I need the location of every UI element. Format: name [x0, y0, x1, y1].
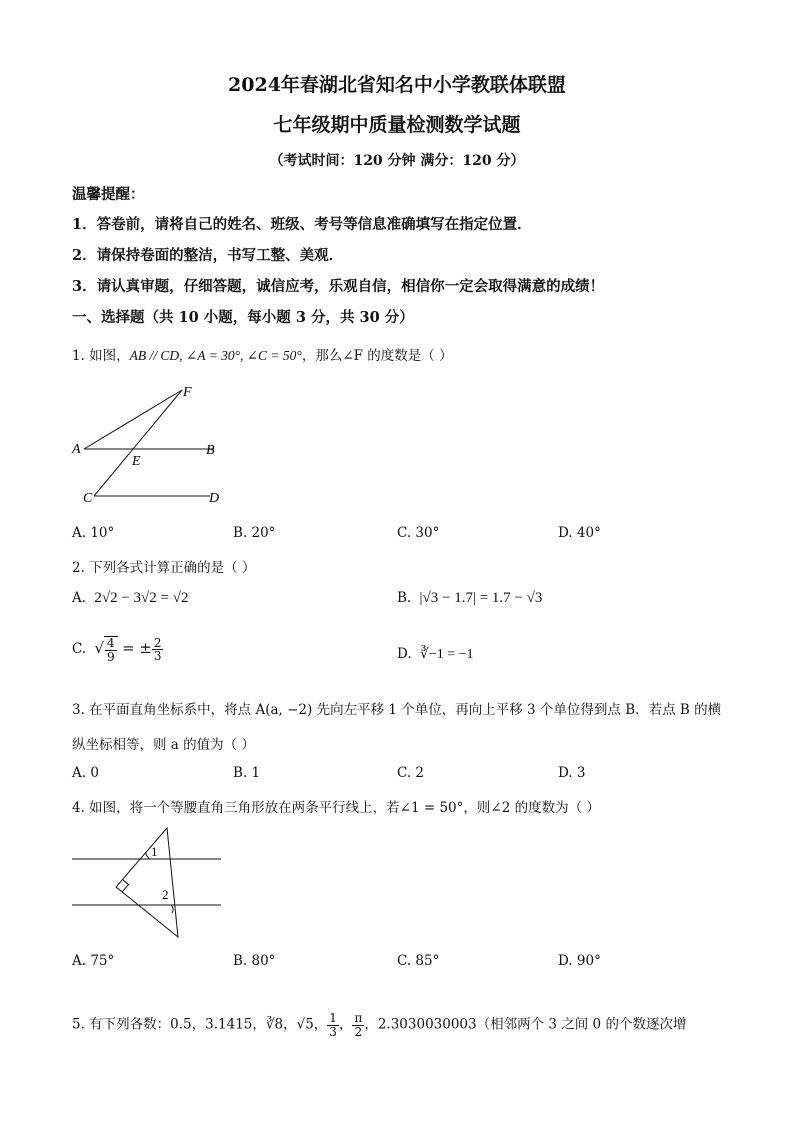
question-3-option-a[interactable]: A. 0	[72, 765, 99, 781]
option-b-expression: |√3 − 1.7| = 1.7 − √3	[419, 590, 543, 606]
question-2-option-d[interactable]	[397, 646, 474, 663]
cbrt-8: ∛8	[265, 1016, 284, 1033]
question-3-stem-line1: 3. 在平面直角坐标系中，将点 A(a, −2) 先向左平移 1 个单位，再向上平移 3 个单位得到点 B．若点 B 的横	[72, 702, 722, 718]
exam-title: 2024年春湖北省知名中小学教联体联盟	[228, 74, 566, 96]
fraction-one-third	[327, 1012, 339, 1038]
label-e: E	[132, 454, 141, 469]
question-4-stem: 4. 如图，将一个等腰直角三角形放在两条平行线上，若∠1 = 50°，则∠2 的度数为（ ）	[72, 800, 600, 816]
question-1-stem	[72, 344, 453, 364]
question-4-option-a[interactable]: A. 75°	[72, 953, 115, 969]
notice-heading: 温馨提醒：	[72, 186, 145, 203]
option-a-label: A.	[72, 590, 87, 606]
question-3-option-b[interactable]: B. 1	[233, 765, 261, 781]
question-2-option-c[interactable]	[72, 636, 163, 663]
question-4-option-c[interactable]: C. 85°	[397, 953, 440, 969]
triangle-parallel-figure	[68, 822, 228, 942]
question-4-option-b[interactable]: B. 80°	[233, 953, 276, 969]
exam-info: （考试时间：120 分钟 满分：120 分）	[269, 153, 525, 169]
option-c-result	[152, 637, 164, 663]
question-2-option-a[interactable]	[72, 590, 188, 607]
result-numerator: 2	[153, 635, 162, 650]
exam-subtitle: 七年级期中质量检测数学试题	[273, 114, 521, 136]
question-1-option-b[interactable]: B. 20°	[233, 525, 276, 541]
radicand-numerator: 4	[107, 636, 115, 650]
separator: ，	[283, 1016, 297, 1033]
option-a-expression: 2√2 − 3√2 = √2	[94, 590, 189, 606]
angle-2-arc	[171, 905, 173, 913]
option-c-eq: = ±	[121, 639, 152, 658]
notice-item: 2．请保持卷面的整洁，书写工整、美观．	[72, 247, 344, 264]
question-1-option-c[interactable]: C. 30°	[397, 525, 440, 541]
label-a: A	[72, 442, 81, 457]
question-1-suffix: ，那么∠F 的度数是（ ）	[301, 348, 453, 364]
question-1-prefix: 1. 如图，	[72, 348, 130, 364]
option-c-radicand	[104, 636, 118, 663]
option-d-label: D.	[397, 646, 412, 662]
question-5-suffix: ，2.3030030003（相邻两个 3 之间 0 的个数逐次增	[364, 1016, 687, 1033]
separator: ，	[313, 1016, 328, 1033]
question-5-prefix: 5. 有下列各数：0.5，3.1415，	[72, 1016, 266, 1033]
option-d-expression: ∛−1 = −1	[419, 647, 474, 662]
fraction-denominator: 2	[354, 1024, 363, 1039]
separator: ，	[338, 1016, 353, 1033]
label-f: F	[183, 385, 192, 400]
label-d: D	[209, 491, 220, 506]
angle-1-label: 1	[151, 844, 158, 859]
segment-af	[84, 390, 182, 449]
fraction-numerator: 1	[329, 1011, 337, 1025]
angle-1-arc	[146, 853, 150, 859]
question-1-option-a[interactable]: A. 10°	[72, 525, 115, 541]
parallel-lines-figure	[60, 378, 240, 508]
notice-item: 3．请认真审题，仔细答题，诚信应考，乐观自信，相信你一定会取得满意的成绩！	[72, 278, 605, 295]
sqrt-5: √5	[296, 1016, 314, 1033]
radicand-denominator: 9	[107, 649, 115, 664]
question-4-option-d[interactable]: D. 90°	[558, 953, 601, 969]
question-1-condition: AB // CD, ∠A = 30°, ∠C = 50°	[129, 348, 302, 363]
right-angle-mark	[122, 880, 129, 893]
option-c-label: C.	[72, 641, 87, 658]
fraction-pi-half	[352, 1012, 364, 1038]
notice-item: 1．答卷前，请将自己的姓名、班级、考号等信息准确填写在指定位置．	[72, 216, 532, 233]
isosceles-right-triangle	[116, 828, 178, 937]
fraction-denominator: 3	[329, 1024, 337, 1039]
question-2-stem: 2. 下列各式计算正确的是（ ）	[72, 560, 256, 576]
question-3-stem-line2: 纵坐标相等，则 a 的值为（ ）	[72, 737, 255, 753]
question-3-option-c[interactable]: C. 2	[397, 765, 425, 781]
question-5-stem	[72, 1012, 686, 1038]
result-denominator: 3	[153, 649, 162, 664]
label-c: C	[83, 491, 93, 506]
option-b-label: B.	[397, 590, 412, 606]
angle-2-label: 2	[162, 887, 169, 902]
fraction-numerator: π	[354, 1011, 363, 1025]
sqrt-sign: √	[94, 639, 104, 658]
question-1-option-d[interactable]: D. 40°	[558, 525, 601, 541]
section-heading: 一、选择题（共 10 小题，每小题 3 分，共 30 分）	[72, 309, 414, 326]
segment-cf	[94, 390, 182, 496]
question-2-option-b[interactable]	[397, 590, 542, 607]
label-b: B	[206, 443, 215, 458]
question-3-option-d[interactable]: D. 3	[558, 765, 586, 781]
